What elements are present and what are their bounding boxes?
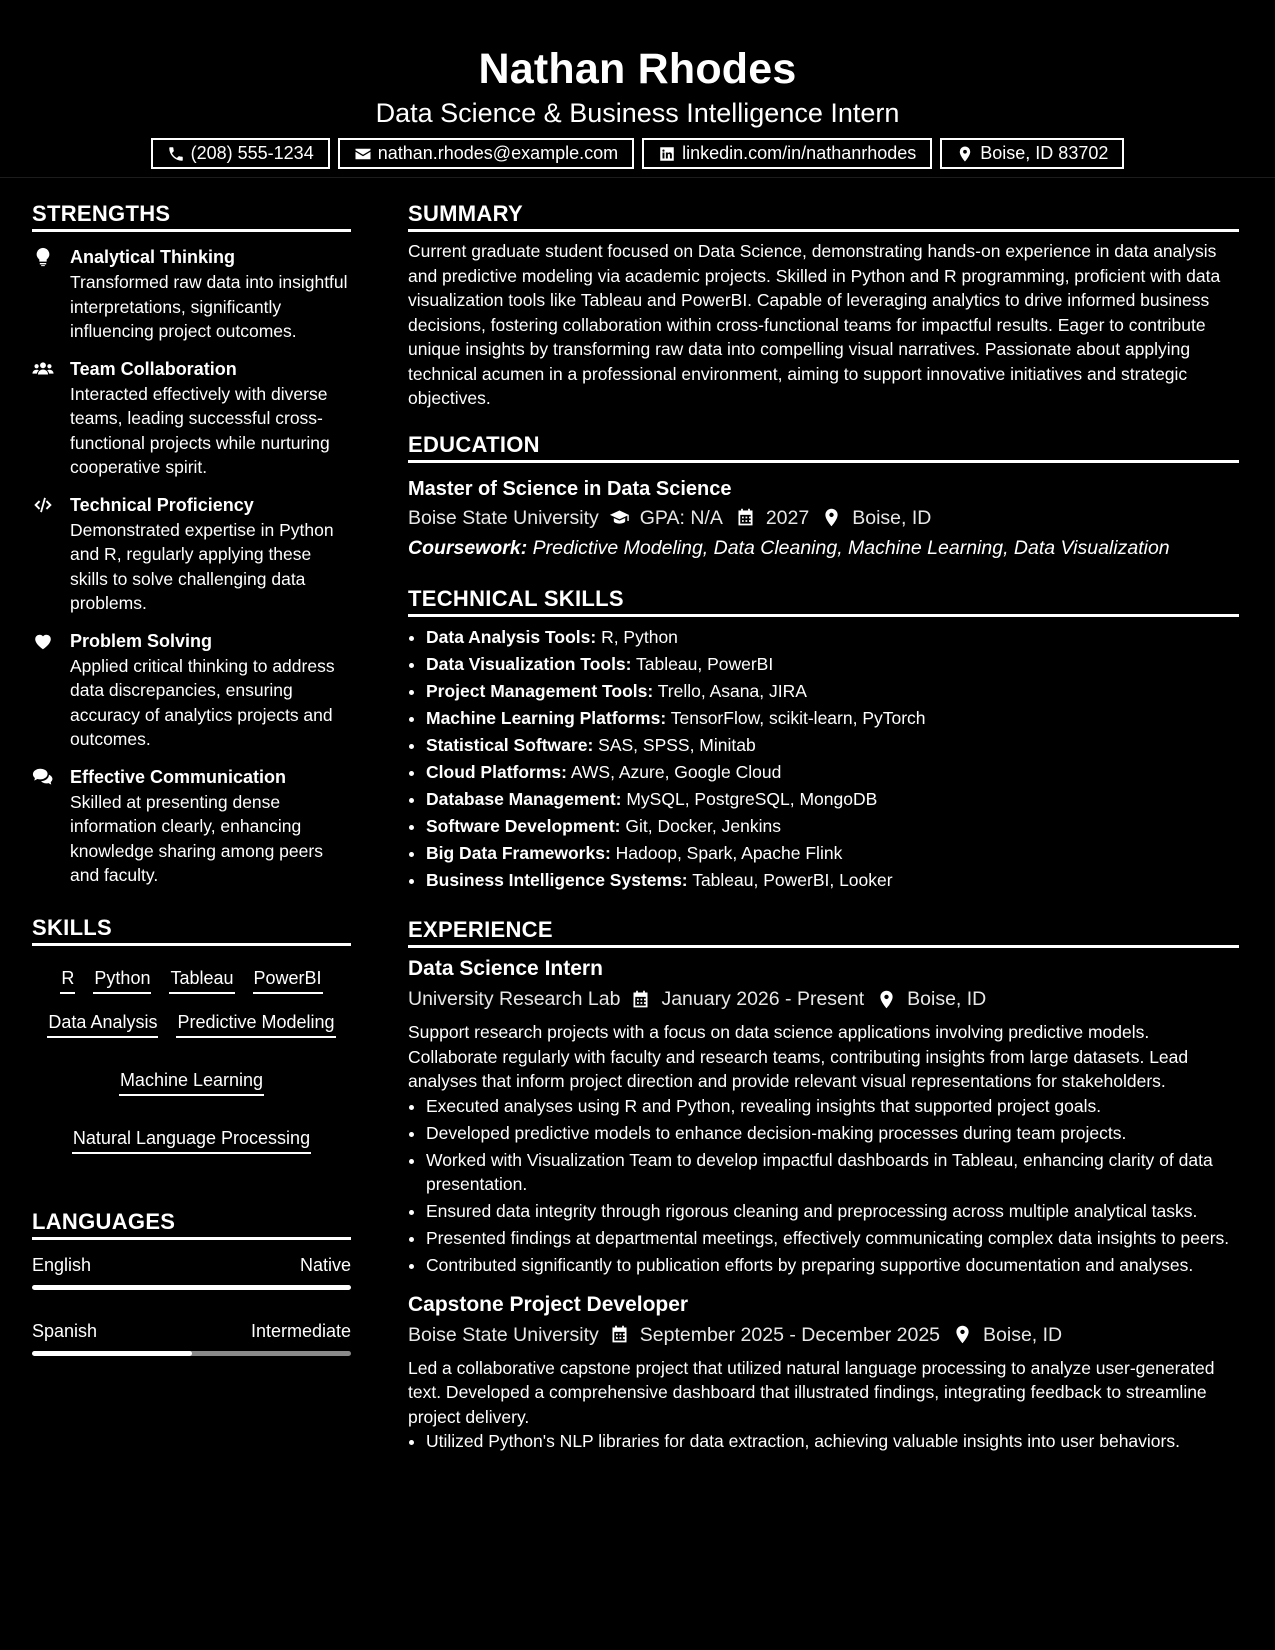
job-bullet: • Developed predictive models to enhance decision-making processes during team projects. bbox=[426, 1121, 1239, 1146]
summary-text: Current graduate student focused on Data Science, demonstrating hands-on experience in data analysis and predictive modeling via academic projects. Skilled in Python and R programming, proficient with data visualization tools like Tableau and PowerBI. Capable of leveraging analytics to drive informed business decisions, fostering collaboration within cross-functional teams for impactful results. Eager to contribute unique insights by transforming raw data into compelling visual narratives. Passionate about applying technical acumen in a professional environment, aiming to support innovative initiatives and strategic objectives. bbox=[408, 241, 1221, 408]
map-pin-icon bbox=[956, 145, 974, 163]
skills-heading: SKILLS bbox=[32, 912, 351, 946]
strength-title: Problem Solving bbox=[70, 630, 213, 651]
contact-bar bbox=[0, 138, 1275, 169]
calendar-icon bbox=[735, 507, 756, 528]
map-pin-icon bbox=[952, 1324, 973, 1345]
code-icon bbox=[32, 494, 54, 516]
tech-skill-label: Software Development: bbox=[426, 815, 621, 836]
tech-skill-item bbox=[426, 679, 1239, 704]
job-meta bbox=[408, 984, 1239, 1014]
education-heading: EDUCATION bbox=[408, 429, 1239, 463]
language-item bbox=[32, 1318, 351, 1356]
strength-title: Effective Communication bbox=[70, 766, 287, 787]
strength-desc: Demonstrated expertise in Python and R, regularly applying these skills to solve challenging data problems. bbox=[70, 519, 334, 613]
skill-tag: Tableau bbox=[169, 964, 234, 994]
coursework-list: Predictive Modeling, Data Cleaning, Machine Learning, Data Visualization bbox=[532, 536, 1170, 559]
tech-skill-value: Hadoop, Spark, Apache Flink bbox=[615, 842, 843, 863]
job-entry bbox=[408, 1290, 1239, 1454]
contact-linkedin[interactable] bbox=[642, 138, 932, 169]
map-pin-icon bbox=[876, 989, 897, 1010]
school-name: Boise State University bbox=[408, 506, 599, 529]
strength-title: Team Collaboration bbox=[70, 358, 237, 379]
candidate-title: Data Science & Business Intelligence Intern bbox=[375, 98, 900, 128]
resume-header bbox=[0, 0, 1275, 178]
job-meta bbox=[408, 1320, 1239, 1350]
phone-text: (208) 555-1234 bbox=[190, 143, 314, 163]
tech-skill-label: Machine Learning Platforms: bbox=[426, 707, 667, 728]
technical-skills-heading: TECHNICAL SKILLS bbox=[408, 583, 1239, 617]
tech-skill-label: Statistical Software: bbox=[426, 734, 594, 755]
tech-skill-value: Git, Docker, Jenkins bbox=[625, 815, 781, 836]
right-column bbox=[408, 198, 1239, 1466]
language-name: English bbox=[32, 1254, 92, 1275]
strength-title: Technical Proficiency bbox=[70, 494, 254, 515]
graduation-year: 2027 bbox=[765, 506, 810, 529]
skill-tag: Data Analysis bbox=[47, 1008, 158, 1038]
contact-phone[interactable] bbox=[151, 138, 330, 169]
calendar-icon bbox=[609, 1324, 630, 1345]
tech-skill-value: R, Python bbox=[601, 626, 678, 647]
skills-tag-list bbox=[32, 958, 351, 1154]
skill-tag: Predictive Modeling bbox=[176, 1008, 335, 1038]
coursework-label: Coursework: bbox=[408, 536, 528, 559]
tech-skill-item bbox=[426, 652, 1239, 677]
job-bullet: • Presented findings at departmental meetings, effectively communicating complex data insights to peers. bbox=[426, 1226, 1239, 1251]
strength-item bbox=[32, 628, 351, 752]
proficiency-fill bbox=[32, 1285, 351, 1290]
strength-item bbox=[32, 492, 351, 616]
contact-email[interactable] bbox=[338, 138, 634, 169]
summary-heading: SUMMARY bbox=[408, 198, 1239, 232]
technical-skills-list bbox=[408, 625, 1239, 893]
education-meta bbox=[408, 503, 1239, 533]
linkedin-icon bbox=[658, 145, 676, 163]
users-icon bbox=[32, 358, 54, 380]
tech-skill-value: Tableau, PowerBI bbox=[636, 653, 774, 674]
lightbulb-icon bbox=[32, 246, 54, 268]
gpa: GPA: N/A bbox=[639, 506, 723, 529]
job-location: Boise, ID bbox=[983, 1323, 1063, 1346]
tech-skill-value: TensorFlow, scikit-learn, PyTorch bbox=[670, 707, 926, 728]
tech-skill-value: Tableau, PowerBI, Looker bbox=[692, 869, 893, 890]
tech-skill-value: Trello, Asana, JIRA bbox=[657, 680, 807, 701]
calendar-icon bbox=[630, 989, 651, 1010]
tech-skill-label: Big Data Frameworks: bbox=[426, 842, 611, 863]
coursework bbox=[408, 533, 1239, 563]
language-proficiency-bar bbox=[32, 1285, 351, 1290]
experience-heading: EXPERIENCE bbox=[408, 914, 1239, 948]
degree-title: Master of Science in Data Science bbox=[408, 477, 732, 500]
skill-tag: R bbox=[60, 964, 75, 994]
tech-skill-item bbox=[426, 706, 1239, 731]
strength-desc: Interacted effectively with diverse teams, leading successful cross-functional projects while nurturing cooperative spirit. bbox=[70, 383, 330, 477]
job-bullet: • Executed analyses using R and Python, revealing insights that supported project goals. bbox=[426, 1094, 1239, 1119]
candidate-name: Nathan Rhodes bbox=[478, 45, 797, 93]
location-text: Boise, ID 83702 bbox=[980, 143, 1109, 163]
tech-skill-item bbox=[426, 841, 1239, 866]
job-description: Support research projects with a focus on data science applications involving predictive models. Collaborate regularly with faculty and research teams, contributing insights from large datasets. Lead analyses that inform project direction and provide relevant visual representations for stakeholders. bbox=[408, 1022, 1189, 1091]
job-title: Data Science Intern bbox=[408, 957, 603, 980]
tech-skill-label: Project Management Tools: bbox=[426, 680, 654, 701]
job-entry bbox=[408, 954, 1239, 1278]
strength-title: Analytical Thinking bbox=[70, 247, 236, 267]
skill-tag: Natural Language Processing bbox=[72, 1124, 311, 1154]
tech-skill-value: AWS, Azure, Google Cloud bbox=[570, 761, 782, 782]
job-bullets bbox=[408, 1094, 1239, 1278]
envelope-icon bbox=[354, 145, 372, 163]
tech-skill-label: Cloud Platforms: bbox=[426, 761, 567, 782]
language-proficiency-bar bbox=[32, 1351, 351, 1356]
tech-skill-value: SAS, SPSS, Minitab bbox=[598, 734, 756, 755]
left-column bbox=[32, 198, 351, 1384]
tech-skill-item bbox=[426, 733, 1239, 758]
strength-desc: Skilled at presenting dense information clearly, enhancing knowledge sharing among peers and faculty. bbox=[70, 791, 323, 885]
contact-location[interactable] bbox=[940, 138, 1124, 169]
languages-heading: LANGUAGES bbox=[32, 1206, 351, 1240]
heart-icon bbox=[32, 630, 54, 652]
strength-item bbox=[32, 244, 351, 344]
tech-skill-label: Database Management: bbox=[426, 788, 622, 809]
job-org: University Research Lab bbox=[408, 988, 621, 1010]
tech-skill-label: Data Analysis Tools: bbox=[426, 626, 597, 647]
job-title: Capstone Project Developer bbox=[408, 1292, 689, 1316]
strength-desc: Applied critical thinking to address data discrepancies, ensuring accuracy of analytics projects and outcomes. bbox=[70, 655, 335, 749]
strength-item bbox=[32, 764, 351, 888]
tech-skill-item bbox=[426, 625, 1239, 650]
graduation-cap-icon bbox=[609, 507, 630, 528]
tech-skill-item bbox=[426, 868, 1239, 893]
job-org: Boise State University bbox=[408, 1323, 599, 1346]
map-pin-icon bbox=[821, 507, 842, 528]
job-bullets bbox=[408, 1429, 1239, 1454]
comments-icon bbox=[32, 766, 54, 788]
job-description: Led a collaborative capstone project that utilized natural language processing to analyze user-generated text. Developed a comprehensive dashboard that illustrated findings, integrating feedback to streamline project delivery. bbox=[408, 1357, 1215, 1427]
tech-skill-value: MySQL, PostgreSQL, MongoDB bbox=[626, 788, 878, 809]
tech-skill-item bbox=[426, 814, 1239, 839]
language-level: Intermediate bbox=[250, 1320, 351, 1341]
job-dates: January 2026 - Present bbox=[661, 988, 865, 1010]
skill-tag: Machine Learning bbox=[119, 1066, 264, 1096]
tech-skill-label: Data Visualization Tools: bbox=[426, 653, 632, 674]
job-bullet: • Contributed significantly to publication efforts by preparing supportive documentation and analyses. bbox=[426, 1253, 1239, 1278]
tech-skill-item bbox=[426, 787, 1239, 812]
language-item bbox=[32, 1252, 351, 1290]
skill-tag: PowerBI bbox=[253, 964, 323, 994]
strength-desc: Transformed raw data into insightful interpretations, significantly influencing project outcomes. bbox=[70, 272, 348, 341]
job-bullet: • Ensured data integrity through rigorous cleaning and preprocessing across multiple analytical tasks. bbox=[426, 1199, 1239, 1224]
language-name: Spanish bbox=[32, 1320, 98, 1341]
job-bullet: • Utilized Python's NLP libraries for data extraction, achieving valuable insights into user behaviors. bbox=[426, 1429, 1239, 1454]
job-dates: September 2025 - December 2025 bbox=[639, 1323, 941, 1346]
linkedin-text: linkedin.com/in/nathanrhodes bbox=[682, 143, 917, 163]
phone-icon bbox=[167, 145, 185, 163]
language-level: Native bbox=[299, 1254, 351, 1275]
proficiency-fill bbox=[32, 1351, 192, 1356]
tech-skill-item bbox=[426, 760, 1239, 785]
email-text: nathan.rhodes@example.com bbox=[377, 143, 619, 163]
skill-tag: Python bbox=[93, 964, 151, 994]
job-bullet: • Worked with Visualization Team to develop impactful dashboards in Tableau, enhancing clarity of data presentation. bbox=[426, 1148, 1239, 1197]
strength-item bbox=[32, 356, 351, 480]
strengths-heading: STRENGTHS bbox=[32, 198, 351, 232]
job-location: Boise, ID bbox=[907, 988, 987, 1010]
tech-skill-label: Business Intelligence Systems: bbox=[426, 869, 688, 890]
education-location: Boise, ID bbox=[852, 506, 932, 529]
